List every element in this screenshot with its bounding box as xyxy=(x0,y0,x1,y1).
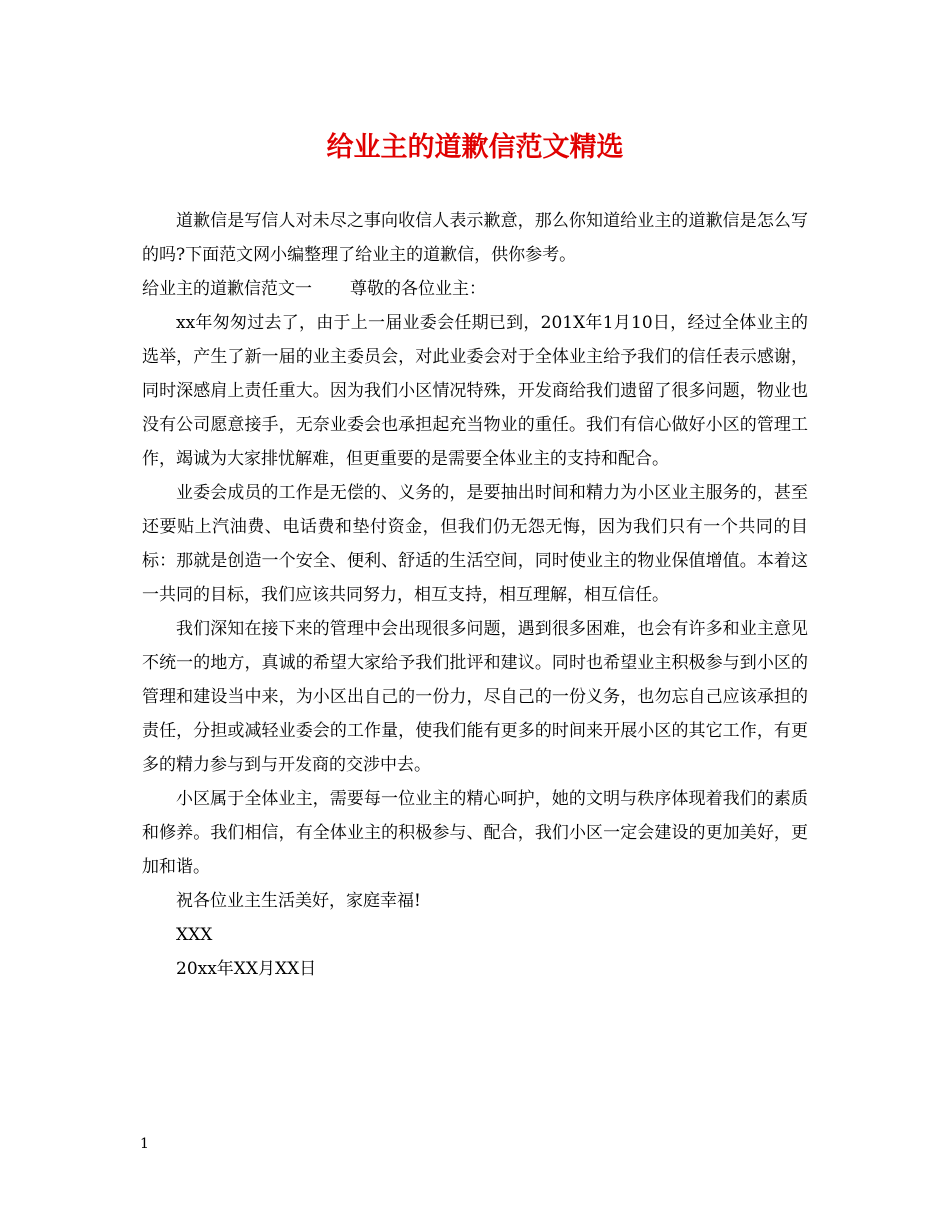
intro-paragraph: 道歉信是写信人对未尽之事向收信人表示歉意，那么你知道给业主的道歉信是怎么写的吗?下面范文网小编整理了给业主的道歉信，供你参考。 xyxy=(142,211,808,265)
greeting-line xyxy=(142,272,808,306)
page-number: 1 xyxy=(140,1136,149,1152)
salutation: 尊敬的各位业主： xyxy=(350,279,486,299)
signature: XXX xyxy=(176,925,213,945)
document-body xyxy=(142,204,808,986)
letter-date: 20xx年XX月XX日 xyxy=(176,959,317,979)
body-paragraph: xx年匆匆过去了，由于上一届业委会任期已到，201X年1月10日，经过全体业主的选举，产生了新一届的业主委员会，对此业委会对于全体业主给予我们的信任表示感谢，同时深感肩上责任重大。因为我们小区情况特殊，开发商给我们遗留了很多问题，物业也没有公司愿意接手，无奈业委会也承担起充当物业的重任。我们有信心做好小区的管理工作，竭诚为大家排忧解难，但更重要的是需要全体业主的支持和配合。 xyxy=(142,313,808,469)
section-heading: 给业主的道歉信范文一 xyxy=(142,279,312,299)
closing-line: 祝各位业主生活美好，家庭幸福! xyxy=(176,891,421,911)
document-title: 给业主的道歉信范文精选 xyxy=(326,132,624,163)
body-paragraph: 小区属于全体业主，需要每一位业主的精心呵护，她的文明与秩序体现着我们的素质和修养。我们相信，有全体业主的积极参与、配合，我们小区一定会建设的更加美好，更加和谐。 xyxy=(142,789,808,877)
body-paragraph: 业委会成员的工作是无偿的、义务的，是要抽出时间和精力为小区业主服务的，甚至还要贴上汽油费、电话费和垫付资金，但我们仍无怨无悔，因为我们只有一个共同的目标：那就是创造一个安全、便利、舒适的生活空间，同时使业主的物业保值增值。本着这一共同的目标，我们应该共同努力，相互支持，相互理解，相互信任。 xyxy=(142,483,808,605)
body-paragraph: 我们深知在接下来的管理中会出现很多问题，遇到很多困难，也会有许多和业主意见不统一的地方，真诚的希望大家给予我们批评和建议。同时也希望业主积极参与到小区的管理和建设当中来，为小区出自己的一份力，尽自己的一份义务，也勿忘自己应该承担的责任，分担或减轻业委会的工作量，使我们能有更多的时间来开展小区的其它工作，有更多的精力参与到与开发商的交涉中去。 xyxy=(142,619,808,775)
